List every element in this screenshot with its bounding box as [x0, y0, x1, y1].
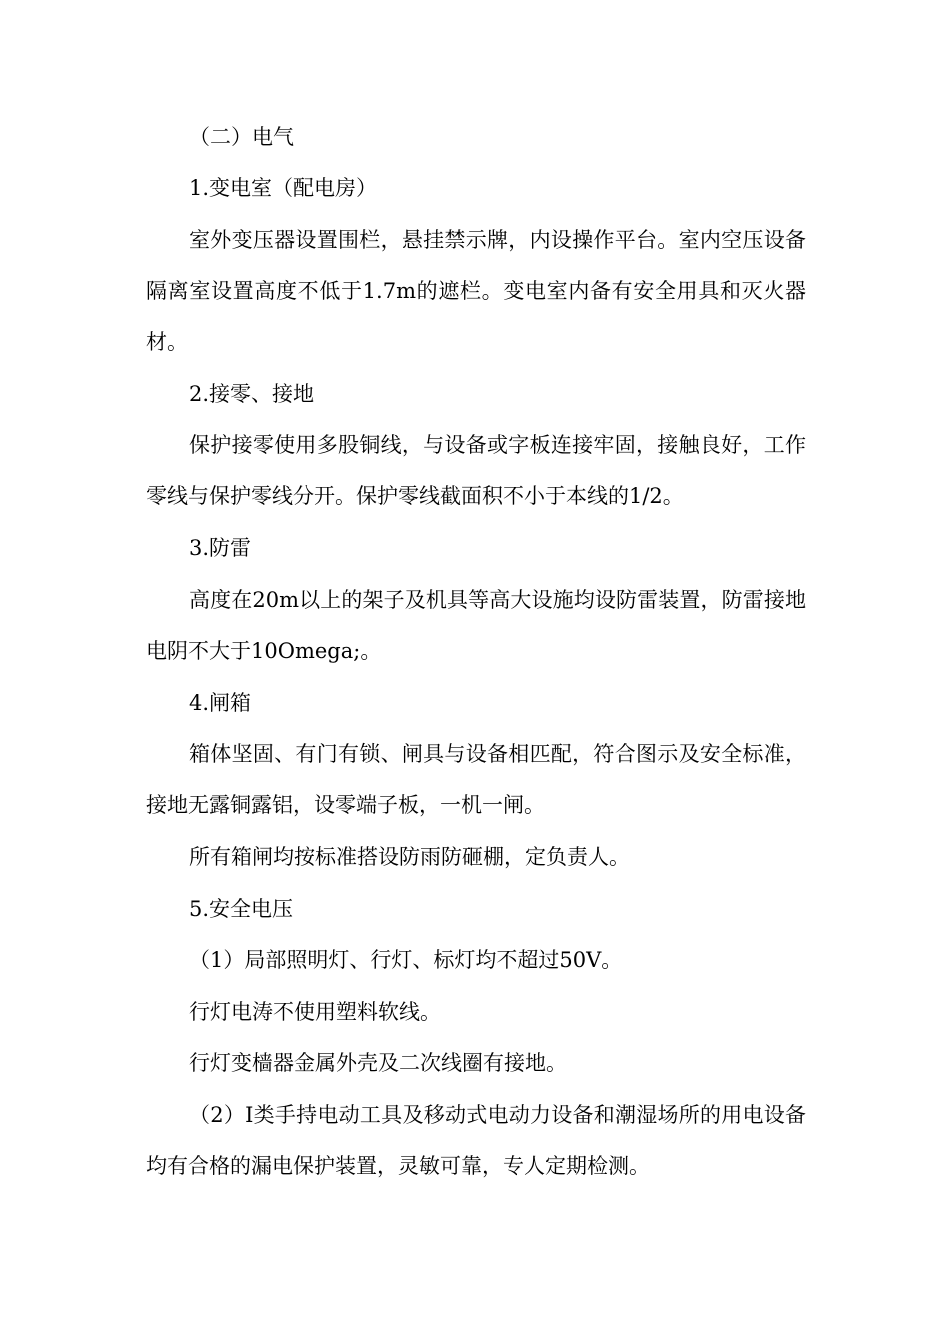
subsection-heading-grounding: 2.接零、接地	[189, 382, 315, 406]
paragraph-lamp-cable: 行灯电涛不使用塑料软线。	[189, 1000, 441, 1024]
paragraph-transformer-grounding: 行灯变樯器金属外壳及二次线圈有接地。	[189, 1051, 567, 1075]
paragraph-leakage-protection: （2）I类手持电动工具及移动式电动力设备和潮湿场所的用电设备均有合格的漏电保护装置，灵敏可靠，专人定期检测。	[146, 1103, 806, 1178]
paragraph-substation: 室外变压器设置围栏，悬挂禁示牌，内设操作平台。室内空压设备隔离室设置高度不低于1.7m的遮栏。变电室内备有安全用具和灭火器材。	[146, 228, 806, 354]
paragraph-lighting-voltage: （1）局部照明灯、行灯、标灯均不超过50V。	[189, 948, 623, 972]
paragraph-switchbox-shed: 所有箱闸均按标准搭设防雨防砸棚，定负责人。	[189, 845, 630, 869]
subsection-heading-lightning: 3.防雷	[189, 536, 252, 560]
subsection-heading-switchbox: 4.闸箱	[189, 691, 252, 715]
section-heading: （二）电气	[189, 125, 294, 149]
subsection-heading-safe-voltage: 5.安全电压	[189, 897, 294, 921]
subsection-heading-substation: 1.变电室（配电房）	[189, 176, 378, 200]
paragraph-grounding: 保护接零使用多股铜线，与设备或字板连接牢固，接触良好，工作零线与保护零线分开。保护零线截面积不小于本线的1/2。	[146, 433, 806, 508]
paragraph-lightning: 高度在20m以上的架子及机具等高大设施均设防雷装置，防雷接地电阴不大于10Omega;。	[146, 588, 806, 663]
paragraph-switchbox: 箱体坚固、有门有锁、闸具与设备相匹配，符合图示及安全标准，接地无露铜露铝，设零端子板，一机一闸。	[146, 742, 806, 817]
